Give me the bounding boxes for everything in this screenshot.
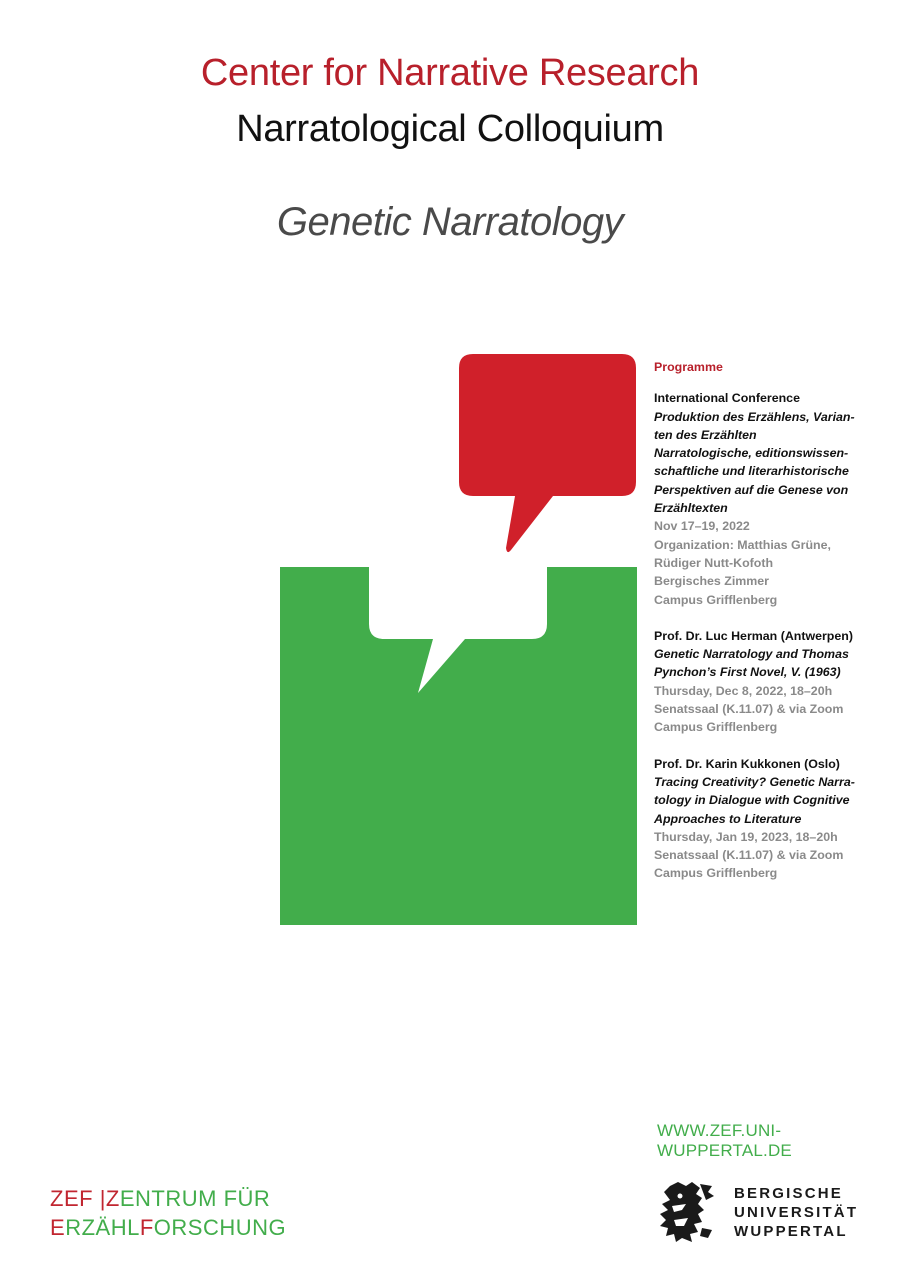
event-conference — [654, 389, 894, 609]
lion-crest-icon — [656, 1180, 718, 1244]
zef-letter: Z — [105, 1186, 120, 1211]
event-campus: Campus Grifflenberg — [654, 592, 778, 607]
university-name-line: UNIVERSITÄT — [734, 1204, 859, 1221]
event-campus: Campus Grifflenberg — [654, 866, 778, 881]
event-date: Thursday, Dec 8, 2022, 18–20h — [654, 683, 833, 698]
event-kukkonen — [654, 755, 894, 883]
event-subtitle-line: Narratologische, editionswissen- — [654, 446, 849, 461]
programme-column — [654, 358, 894, 901]
zef-logo-line2 — [50, 1213, 286, 1242]
event-subtitle-line: Erzähltexten — [654, 501, 728, 516]
event-subtitle-line: Produktion des Erzählens, Varian- — [654, 409, 855, 424]
programme-heading: Programme — [654, 360, 723, 374]
event-subtitle-line: Approaches to Literature — [654, 811, 802, 826]
event-subtitle-line: Tracing Creativity? Genetic Narra- — [654, 774, 855, 789]
university-name-line: WUPPERTAL — [734, 1223, 848, 1240]
university-name — [734, 1184, 858, 1241]
event-subtitle-line: Perspektiven auf die Genese von — [654, 482, 849, 497]
event-organization: Rüdiger Nutt-Kofoth — [654, 555, 774, 570]
zef-word: ENTRUM FÜR — [119, 1186, 271, 1211]
event-date: Nov 17–19, 2022 — [654, 519, 750, 534]
event-speaker: Prof. Dr. Karin Kukkonen (Oslo) — [654, 756, 840, 771]
speech-bubbles-graphic — [275, 350, 640, 930]
zef-word: RZÄHL — [65, 1215, 140, 1240]
event-room: Bergisches Zimmer — [654, 574, 770, 589]
event-room: Senatssaal (K.11.07) & via Zoom — [654, 848, 844, 863]
speech-bubble-red-icon — [459, 354, 636, 552]
university-name-line: BERGISCHE — [734, 1185, 843, 1202]
event-herman — [654, 627, 894, 737]
zef-logo-line1 — [50, 1184, 286, 1213]
event-organization: Organization: Matthias Grüne, — [654, 537, 831, 552]
center-title: Center for Narrative Research — [200, 52, 700, 94]
event-title: International Conference — [654, 391, 800, 406]
zef-word: ORSCHUNG — [153, 1215, 287, 1240]
event-subtitle-line: ten des Erzählten — [654, 427, 757, 442]
zef-logo — [50, 1184, 286, 1242]
zef-separator: | — [99, 1186, 106, 1211]
website-link[interactable]: WWW.ZEF.UNI-WUPPERTAL.DE — [657, 1121, 792, 1160]
event-subtitle-line: schaftliche und literarhistorische — [654, 464, 849, 479]
event-campus: Campus Grifflenberg — [654, 720, 778, 735]
zef-letter: F — [139, 1215, 154, 1240]
speech-bubble-green-icon — [280, 567, 637, 925]
colloquium-title: Narratological Colloquium — [236, 108, 664, 150]
event-subtitle-line: tology in Dialogue with Cognitive — [654, 793, 850, 808]
event-subtitle-line: Genetic Narratology and Thomas — [654, 647, 849, 662]
zef-letter: E — [50, 1215, 66, 1240]
event-room: Senatssaal (K.11.07) & via Zoom — [654, 702, 844, 717]
event-subtitle-line: Pynchon’s First Novel, V. (1963) — [654, 665, 841, 680]
event-speaker: Prof. Dr. Luc Herman (Antwerpen) — [654, 628, 853, 643]
topic-title: Genetic Narratology — [276, 200, 624, 244]
event-date: Thursday, Jan 19, 2023, 18–20h — [654, 829, 838, 844]
zef-acronym: ZEF — [50, 1186, 94, 1211]
